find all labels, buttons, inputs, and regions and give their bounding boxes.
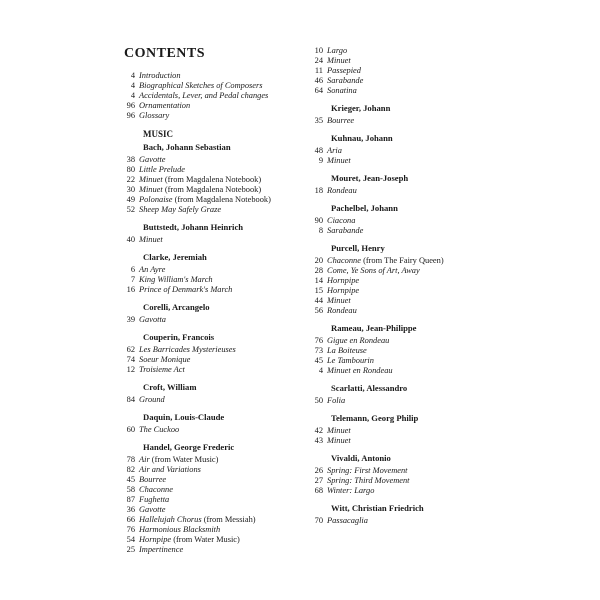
page-number: 52: [126, 205, 135, 214]
piece-title-text: Largo: [327, 46, 348, 55]
piece-title: [139, 355, 190, 365]
contents-entry: [116, 235, 286, 245]
page-number: 76: [126, 525, 135, 534]
piece-title: [139, 185, 261, 195]
page-number: 74: [126, 355, 135, 364]
piece-title-text: Ciacona: [327, 216, 356, 225]
piece-title: [327, 286, 359, 296]
page-number: 10: [314, 46, 323, 55]
piece-title-text: Chaconne: [327, 256, 361, 265]
piece-source-note: (from Water Music): [173, 535, 240, 544]
piece-title: [327, 66, 361, 76]
composer-name: Corelli, Arcangelo: [143, 302, 210, 312]
page-number: 8: [318, 226, 323, 235]
composer-group: [304, 203, 474, 236]
piece-title: [327, 436, 351, 446]
page-number: 73: [314, 346, 323, 355]
contents-entry: [116, 101, 286, 111]
piece-title: [139, 395, 165, 405]
page-number: 15: [314, 286, 323, 295]
composer-name: Buttstedt, Johann Heinrich: [143, 222, 244, 232]
piece-title: [327, 46, 347, 56]
piece-title: [139, 535, 240, 545]
piece-title: [139, 315, 166, 325]
page-number: 80: [126, 165, 135, 174]
page-number: 56: [314, 306, 323, 315]
piece-title-text: The Cuckoo: [139, 425, 180, 434]
contents-right-column: [304, 46, 474, 533]
page-number: 14: [314, 276, 323, 285]
contents-entry: [116, 111, 286, 121]
piece-title: [139, 465, 201, 475]
page-number: 60: [126, 425, 135, 434]
piece-source-note: (from Water Music): [151, 455, 219, 464]
piece-source-note: (from The Fairy Queen): [363, 256, 444, 265]
contents-entry: [116, 315, 286, 325]
page-number: 4: [130, 71, 135, 80]
contents-entry: [304, 56, 474, 66]
page-number: 58: [126, 485, 135, 494]
piece-title-text: King William's March: [139, 275, 213, 284]
intro-list: [116, 71, 286, 121]
contents-entry: [304, 146, 474, 156]
page-number: 96: [126, 111, 135, 120]
piece-title-text: Minuet: [327, 156, 351, 165]
piece-title-text: Ornamentation: [139, 101, 191, 110]
piece-title: [327, 396, 345, 406]
piece-title: [327, 266, 420, 276]
contents-entry: [116, 355, 286, 365]
piece-title-text: Gavotta: [139, 315, 166, 324]
piece-title: [327, 56, 351, 66]
page-number: 96: [126, 101, 135, 110]
contents-entry: [304, 86, 474, 96]
page-number: 28: [314, 266, 323, 275]
contents-entry: [304, 276, 474, 286]
page-number: 48: [314, 146, 323, 155]
piece-title-text: Rondeau: [327, 306, 357, 315]
composer-group: [304, 413, 474, 446]
piece-title: [139, 155, 166, 165]
piece-title: [139, 345, 236, 355]
page-number: 84: [126, 395, 135, 404]
piece-title-text: Hornpipe: [327, 276, 360, 285]
piece-title-text: Minuet: [327, 296, 351, 305]
contents-entry: [304, 396, 474, 406]
composer-group: [116, 302, 286, 325]
composer-name: Couperin, Francois: [143, 332, 215, 342]
composer-name: Clarke, Jeremiah: [143, 252, 207, 262]
contents-entry: [116, 495, 286, 505]
piece-title-text: Impertinence: [139, 545, 184, 554]
contents-entry: [116, 81, 286, 91]
composer-name: Bach, Johann Sebastian: [143, 142, 231, 152]
piece-title: [139, 175, 261, 185]
page-number: 4: [130, 81, 135, 90]
piece-title: [139, 365, 185, 375]
composer-name: Purcell, Henry: [331, 243, 385, 253]
contents-entry: [116, 465, 286, 475]
contents-entry: [116, 395, 286, 405]
piece-source-note: (from Magdalena Notebook): [164, 185, 262, 194]
piece-title: [327, 226, 363, 236]
piece-title-text: Winter: Largo: [327, 486, 375, 495]
piece-title: [327, 156, 351, 166]
page-number: 18: [314, 186, 323, 195]
composer-group: [304, 133, 474, 166]
piece-title: [139, 101, 190, 111]
piece-title-text: Minuet: [327, 56, 351, 65]
page-number: 38: [126, 155, 135, 164]
contents-entry: [116, 515, 286, 525]
page-number: 45: [126, 475, 135, 484]
piece-title: [327, 356, 374, 366]
piece-source-note: (from Magdalena Notebook): [164, 175, 262, 184]
contents-heading: CONTENTS: [124, 46, 206, 61]
piece-title: [139, 205, 221, 215]
piece-title: [139, 495, 169, 505]
page-number: 62: [126, 345, 135, 354]
composer-group: [116, 222, 286, 245]
piece-title: [327, 476, 410, 486]
page-number: 49: [126, 195, 135, 204]
left-composer-groups: [116, 142, 286, 555]
piece-title-text: Little Prelude: [139, 165, 185, 174]
page-number: 40: [126, 235, 135, 244]
composer-group: [116, 142, 286, 215]
composer-name: Daquin, Louis-Claude: [143, 412, 225, 422]
piece-title-text: Aria: [327, 146, 342, 155]
piece-title-text: Chaconne: [139, 485, 173, 494]
page-number: 90: [314, 216, 323, 225]
piece-title: [327, 346, 367, 356]
piece-title: [139, 265, 165, 275]
piece-title: [139, 515, 256, 525]
contents-entry: [304, 516, 474, 526]
piece-title-text: Bourree: [327, 116, 355, 125]
piece-title: [327, 256, 444, 266]
composer-name: Witt, Christian Friedrich: [331, 503, 424, 513]
right-composer-groups: [304, 103, 474, 526]
composer-group: [116, 412, 286, 435]
composer-name: Pachelbel, Johann: [331, 203, 398, 213]
page-number: 12: [126, 365, 135, 374]
composer-name: Vivaldi, Antonio: [331, 453, 391, 463]
composer-group: [116, 332, 286, 375]
contents-entry: [116, 205, 286, 215]
piece-title: [327, 296, 351, 306]
piece-title-text: Sheep May Safely Graze: [139, 205, 222, 214]
page-number: 27: [314, 476, 323, 485]
piece-title-text: Fughetta: [139, 495, 170, 504]
page-number: 46: [314, 76, 323, 85]
piece-title: [139, 275, 213, 285]
piece-title-text: Sarabande: [327, 226, 364, 235]
page-number: 11: [314, 66, 323, 75]
piece-title: [327, 216, 355, 226]
contents-entry: [116, 535, 286, 545]
contents-entry: [116, 365, 286, 375]
composer-name: Telemann, Georg Philip: [331, 413, 419, 423]
contents-entry: [304, 76, 474, 86]
contents-entry: [304, 226, 474, 236]
piece-title-text: Hornpipe: [327, 286, 360, 295]
page-number: 82: [126, 465, 135, 474]
piece-title-text: Minuet: [139, 175, 163, 184]
music-heading: MUSIC: [143, 129, 174, 139]
piece-title-text: Passepied: [327, 66, 361, 75]
contents-entry: [304, 466, 474, 476]
piece-title: [327, 466, 407, 476]
contents-entry: [116, 455, 286, 465]
piece-title: [327, 336, 389, 346]
page-number: 39: [126, 315, 135, 324]
contents-entry: [304, 486, 474, 496]
piece-title-text: Prince of Denmark's March: [139, 285, 233, 294]
contents-entry: [304, 306, 474, 316]
piece-title-text: Bourree: [139, 475, 167, 484]
piece-title-text: Spring: First Movement: [327, 466, 408, 475]
contents-entry: [304, 286, 474, 296]
contents-entry: [116, 165, 286, 175]
contents-entry: [304, 266, 474, 276]
page-number: 26: [314, 466, 323, 475]
piece-title: [139, 111, 169, 121]
piece-title-text: La Boiteuse: [327, 346, 367, 355]
contents-entry: [116, 195, 286, 205]
page-number: 43: [314, 436, 323, 445]
piece-title-text: Harmonious Blacksmith: [139, 525, 221, 534]
contents-entry: [304, 476, 474, 486]
piece-source-note: (from Messiah): [203, 515, 256, 524]
piece-title: [327, 186, 357, 196]
page-number: 24: [314, 56, 323, 65]
piece-title: [327, 366, 393, 376]
contents-entry: [116, 265, 286, 275]
piece-title-text: Air and Variations: [139, 465, 201, 474]
piece-title-text: Air: [139, 455, 150, 464]
page-number: 54: [126, 535, 135, 544]
piece-title-text: Biographical Sketches of Composers: [139, 81, 263, 90]
contents-entry: [304, 186, 474, 196]
piece-title-text: Polonaise: [139, 195, 173, 204]
page-number: 64: [314, 86, 323, 95]
piece-title-text: Passacaglia: [327, 516, 368, 525]
composer-group: [304, 103, 474, 126]
contents-entry: [116, 545, 286, 555]
contents-entry: [116, 275, 286, 285]
composer-name: Kuhnau, Johann: [331, 133, 393, 143]
contents-entry: [116, 155, 286, 165]
contents-entry: [116, 505, 286, 515]
piece-title: [327, 426, 351, 436]
piece-title: [139, 425, 179, 435]
contents-entry: [304, 346, 474, 356]
contents-entry: [304, 46, 474, 56]
page-number: 6: [130, 265, 135, 274]
composer-group: [304, 503, 474, 526]
page-number: 78: [126, 455, 135, 464]
contents-entry: [304, 436, 474, 446]
contents-entry: [304, 296, 474, 306]
contents-entry: [304, 66, 474, 76]
piece-title: [139, 165, 185, 175]
composer-group: [304, 383, 474, 406]
contents-entry: [116, 485, 286, 495]
piece-title: [327, 86, 357, 96]
piece-title: [139, 475, 166, 485]
page-number: 36: [126, 505, 135, 514]
composer-name: Rameau, Jean-Philippe: [331, 323, 417, 333]
page-number: 4: [130, 91, 135, 100]
contents-left-column: [116, 46, 286, 562]
page-number: 70: [314, 516, 323, 525]
piece-title-text: Minuet: [139, 185, 163, 194]
piece-title: [139, 71, 181, 81]
piece-title: [139, 91, 268, 101]
piece-title-text: Sarabande: [327, 76, 364, 85]
piece-title-text: Gavotte: [139, 505, 166, 514]
piece-source-note: (from Magdalena Notebook): [174, 195, 271, 204]
piece-title: [327, 486, 374, 496]
page-number: 42: [314, 426, 323, 435]
composer-group: [116, 382, 286, 405]
page-number: 76: [314, 336, 323, 345]
piece-title-text: Come, Ye Sons of Art, Away: [327, 266, 420, 275]
piece-title-text: Spring: Third Movement: [327, 476, 410, 485]
piece-title-text: Soeur Monique: [139, 355, 191, 364]
contents-entry: [116, 345, 286, 355]
contents-entry: [304, 256, 474, 266]
contents-entry: [116, 185, 286, 195]
composer-group: [116, 252, 286, 295]
contents-entry: [116, 91, 286, 101]
piece-title: [327, 516, 368, 526]
piece-title-text: Les Barricades Mysterieuses: [139, 345, 236, 354]
piece-title-text: An Ayre: [139, 265, 166, 274]
piece-title: [139, 235, 163, 245]
piece-title: [139, 455, 218, 465]
piece-title-text: Folia: [327, 396, 346, 405]
piece-title-text: Hornpipe: [139, 535, 172, 544]
composer-group: [116, 442, 286, 555]
composer-name: Handel, George Frederic: [143, 442, 235, 452]
page-number: 50: [314, 396, 323, 405]
piece-title: [139, 525, 220, 535]
piece-title-text: Gigue en Rondeau: [327, 336, 390, 345]
page-number: 25: [126, 545, 135, 554]
piece-title-text: Minuet: [327, 436, 351, 445]
composer-group: [304, 453, 474, 496]
contents-entry: [116, 525, 286, 535]
contents-entry: [304, 156, 474, 166]
piece-title: [139, 285, 232, 295]
composer-name: Croft, William: [143, 382, 197, 392]
contents-entry: [116, 71, 286, 81]
piece-title: [327, 306, 357, 316]
composer-group: [304, 173, 474, 196]
page-number: 35: [314, 116, 323, 125]
piece-title-text: Minuet: [139, 235, 163, 244]
piece-title-text: Le Tambourin: [327, 356, 374, 365]
piece-title: [139, 195, 271, 205]
composer-name: Mouret, Jean-Joseph: [331, 173, 409, 183]
composer-name: Scarlatti, Alessandro: [331, 383, 408, 393]
piece-title: [327, 116, 354, 126]
piece-title: [139, 485, 173, 495]
piece-title: [139, 81, 263, 91]
contents-entry: [304, 366, 474, 376]
composer-name: Krieger, Johann: [331, 103, 391, 113]
piece-title: [327, 276, 359, 286]
handel-continued-list: [304, 46, 474, 96]
page-number: 44: [314, 296, 323, 305]
piece-title-text: Rondeau: [327, 186, 357, 195]
piece-title-text: Introduction: [139, 71, 181, 80]
page-number: 20: [314, 256, 323, 265]
page-number: 7: [130, 275, 135, 284]
contents-entry: [304, 216, 474, 226]
page-number: 16: [126, 285, 135, 294]
page-number: 68: [314, 486, 323, 495]
piece-title: [139, 545, 183, 555]
piece-title-text: Hallelujah Chorus: [139, 515, 202, 524]
contents-entry: [116, 285, 286, 295]
contents-entry: [304, 336, 474, 346]
contents-entry: [116, 425, 286, 435]
piece-title-text: Accidentals, Lever, and Pedal changes: [139, 91, 269, 100]
page-number: 66: [126, 515, 135, 524]
composer-group: [304, 243, 474, 316]
page-number: 30: [126, 185, 135, 194]
piece-title-text: Minuet en Rondeau: [327, 366, 393, 375]
page-number: 9: [318, 156, 323, 165]
contents-entry: [304, 426, 474, 436]
page-number: 22: [126, 175, 135, 184]
piece-title-text: Ground: [139, 395, 165, 404]
piece-title-text: Minuet: [327, 426, 351, 435]
page-number: 45: [314, 356, 323, 365]
page-number: 87: [126, 495, 135, 504]
contents-entry: [304, 356, 474, 366]
piece-title: [327, 146, 342, 156]
piece-title-text: Sonatina: [327, 86, 357, 95]
page-number: 4: [318, 366, 323, 375]
contents-entry: [116, 175, 286, 185]
composer-group: [304, 323, 474, 376]
piece-title-text: Gavotte: [139, 155, 166, 164]
contents-entry: [304, 116, 474, 126]
piece-title: [139, 505, 166, 515]
piece-title-text: Glossary: [139, 111, 170, 120]
piece-title-text: Troisieme Act: [139, 365, 185, 374]
piece-title: [327, 76, 363, 86]
contents-entry: [116, 475, 286, 485]
